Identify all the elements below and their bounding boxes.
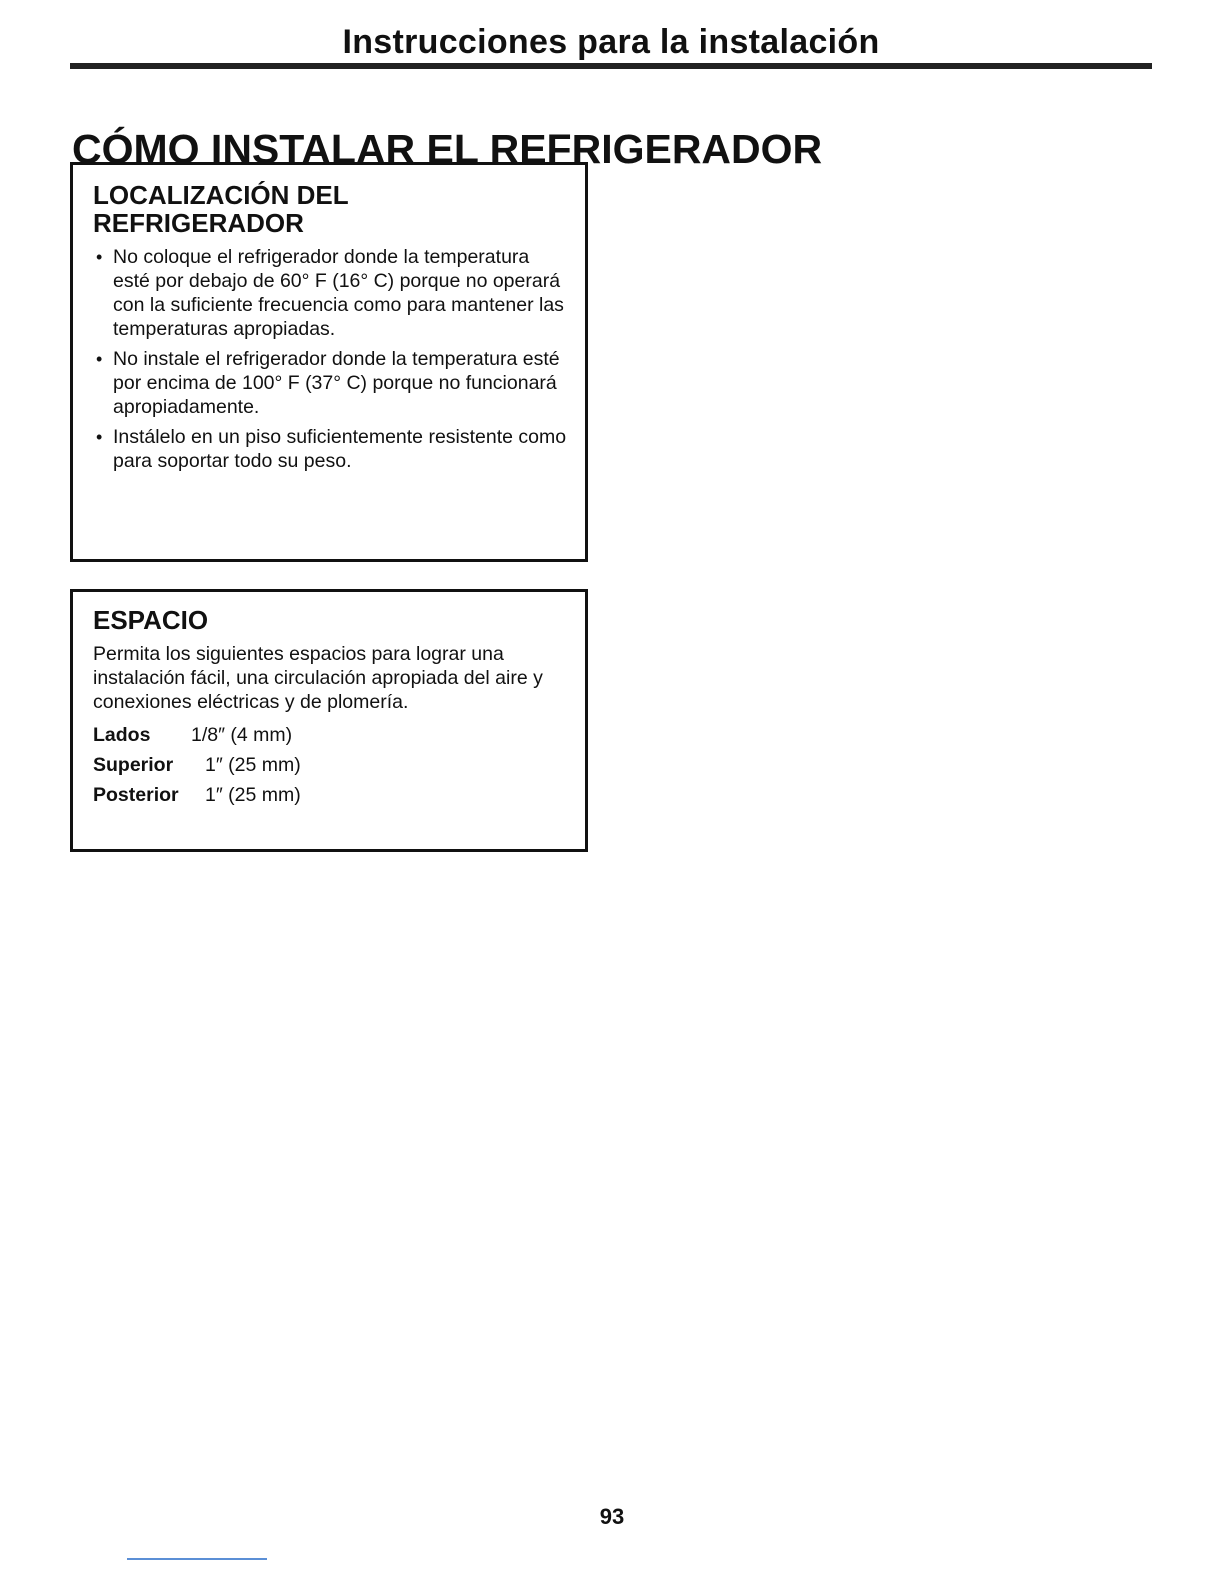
clearance-label: Lados — [93, 724, 151, 746]
list-item — [93, 347, 567, 419]
clearance-row-top — [93, 750, 567, 780]
location-section — [70, 162, 588, 562]
bullet-icon: • — [96, 427, 103, 447]
clearance-label: Superior — [93, 754, 174, 776]
bullet-icon: • — [96, 247, 103, 267]
clearance-row-sides — [93, 720, 567, 750]
location-heading-line2: REFRIGERADOR — [93, 208, 304, 238]
space-heading: ESPACIO — [93, 605, 209, 635]
space-section — [70, 589, 588, 852]
page-number: 93 — [599, 1504, 625, 1529]
clearance-row-back — [93, 780, 567, 810]
running-header-title: Instrucciones para la instalación — [342, 23, 880, 61]
page-title: CÓMO INSTALAR EL REFRIGERADOR — [72, 126, 823, 173]
bullet-text: Instálelo en un piso suficientemente resistente como para soportar todo su peso. — [113, 426, 567, 472]
list-item — [93, 245, 567, 341]
clearance-value: 1/8″ (4 mm) — [191, 724, 293, 746]
clearance-value: 1″ (25 mm) — [205, 784, 301, 806]
header-rule — [70, 63, 1152, 69]
clearance-value: 1″ (25 mm) — [205, 754, 301, 776]
footer-line — [127, 1558, 267, 1560]
bullet-text: No instale el refrigerador donde la temperatura esté por encima de 100° F (37° C) porque no funcionará apropiadamente. — [113, 348, 560, 418]
space-intro: Permita los siguientes espacios para lograr una instalación fácil, una circulación apropiada del aire y conexiones eléctricas y de plomería. — [93, 643, 543, 713]
bullet-icon: • — [96, 349, 103, 369]
clearance-label: Posterior — [93, 784, 179, 806]
location-heading — [93, 181, 567, 237]
location-heading-line1: LOCALIZACIÓN DEL — [93, 180, 349, 210]
bullet-text: No coloque el refrigerador donde la temperatura esté por debajo de 60° F (16° C) porque no operará con la suficiente frecuencia como para mantener las temperaturas apropiadas. — [113, 246, 564, 340]
list-item — [93, 425, 567, 473]
location-bullet-list — [93, 245, 567, 473]
